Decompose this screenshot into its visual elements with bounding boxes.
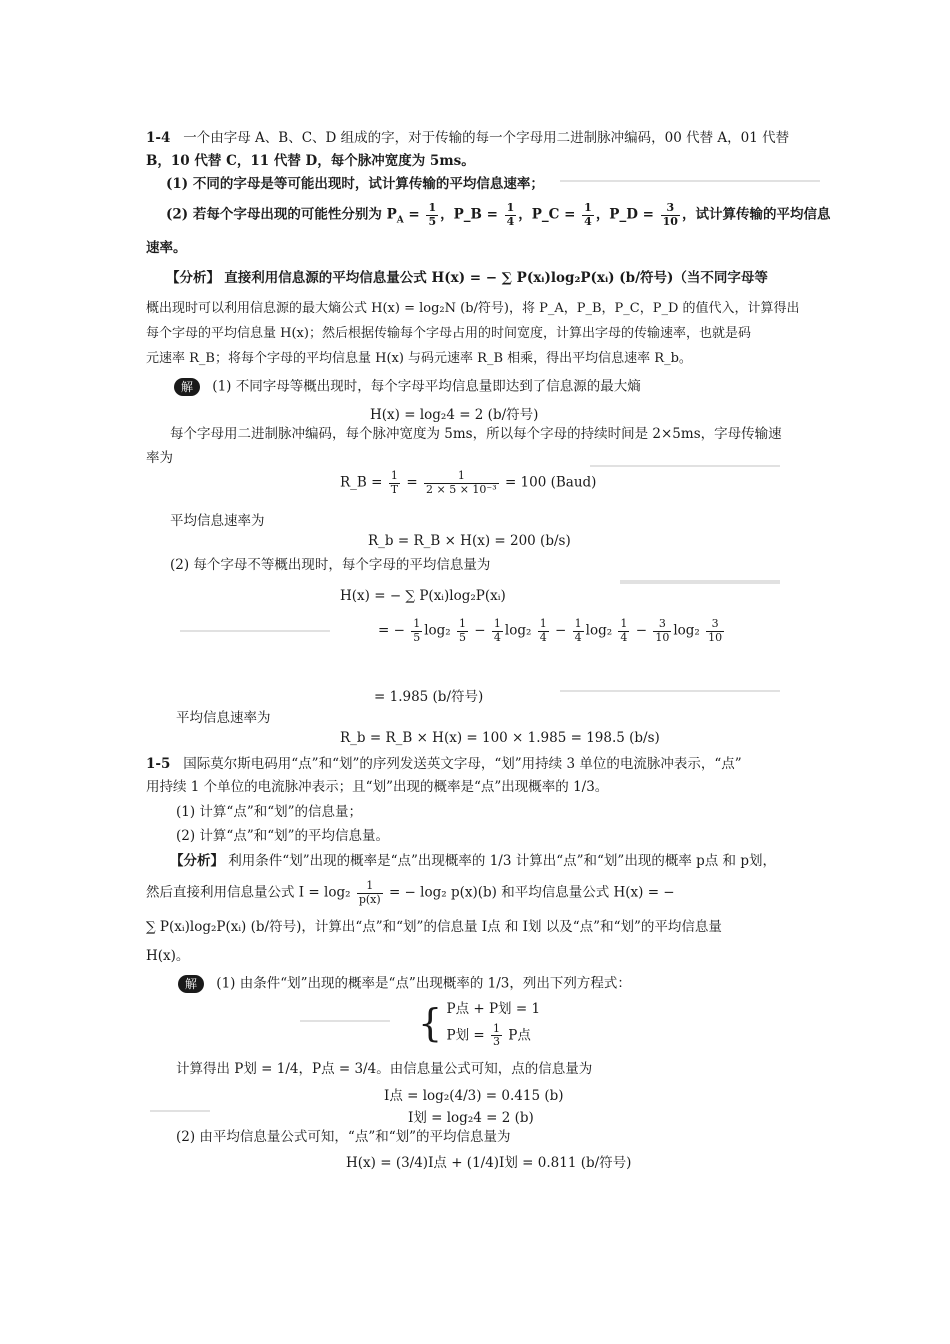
equation-info-dot: I点 = log₂(4/3) = 0.415 (b) bbox=[384, 1088, 564, 1104]
analysis-line-4: 元速率 R_B；将每个字母的平均信息量 H(x) 与码元速率 R_B 相乘，得出平均信息速率 R_b。 bbox=[146, 351, 692, 366]
analysis-line-2: 概出现时可以利用信息源的最大熵公式 H(x) = log₂N (b/符号)，将 P_A，P_B，P_C，P_D 的值代入，计算得出 bbox=[146, 301, 800, 316]
solution-step-2: 计算得出 P划 = 1/4，P点 = 3/4。由信息量公式可知，点的信息量为 bbox=[176, 1061, 593, 1077]
solution-step-1: 解 (1) 由条件“划”出现的概率是“点”出现概率的 1/3，列出下列方程式： bbox=[178, 975, 631, 993]
equation-info-dash: I划 = log₂4 = 2 (b) bbox=[408, 1110, 534, 1126]
question-2-cont: 速率。 bbox=[146, 240, 187, 256]
analysis-line-3: ∑ P(xᵢ)log₂P(xᵢ) (b/符号)，计算出“点”和“划”的信息量 I点 和 I划 以及“点”和“划”的平均信息量 bbox=[146, 919, 722, 935]
scan-noise bbox=[150, 1110, 210, 1112]
question-2: (2) 若每个字母出现的可能性分别为 $P_A$ = $\frac{1}{5}$ ，P_B = $\frac{1}{4}$ ，P_C = $\frac{1}{4}$ ，P_D = $\frac{3}{10}$ ，试计算传输的平均信息 bbox=[166, 201, 831, 228]
scan-noise bbox=[180, 630, 330, 632]
scan-noise bbox=[300, 1020, 390, 1022]
analysis-tag: 【分析】 bbox=[170, 853, 224, 869]
scan-noise bbox=[620, 580, 780, 584]
problem-number: 1-5 bbox=[146, 756, 171, 772]
solution-step-3: (2) 由平均信息量公式可知，“点”和“划”的平均信息量为 bbox=[176, 1129, 511, 1145]
equation-avg-info-result: = 1.985 (b/符号) bbox=[374, 689, 484, 705]
equation-avg-info: H(x) = (3/4)I点 + (1/4)I划 = 0.811 (b/符号) bbox=[346, 1155, 632, 1171]
brace-icon: { bbox=[418, 1000, 443, 1045]
equation-max-entropy: H(x) = log₂4 = 2 (b/符号) bbox=[370, 407, 539, 423]
problem-1-4-line-2: B，10 代替 C，11 代替 D，每个脉冲宽度为 5ms。 bbox=[146, 153, 475, 169]
scan-noise bbox=[590, 465, 780, 467]
analysis-line-1: 【分析】 直接利用信息源的平均信息量公式 H(x) = − ∑ P(xᵢ)log₂P(xᵢ) (b/符号)（当不同字母等 bbox=[166, 270, 768, 286]
scan-noise bbox=[560, 180, 820, 182]
analysis-line-1: 【分析】 利用条件“划”出现的概率是“点”出现概率的 1/3 计算出“点”和“划”出现的概率 p点 和 p划， bbox=[170, 853, 776, 869]
analysis-tag: 【分析】 bbox=[166, 270, 220, 286]
solution-mark-icon: 解 bbox=[178, 975, 204, 993]
equation-info-rate: R_b = R_B × H(x) = 200 (b/s) bbox=[368, 533, 571, 549]
solution-step-3: 平均信息速率为 bbox=[170, 513, 265, 529]
analysis-line-3: 每个字母的平均信息量 H(x)；然后根据传输每个字母占用的时间宽度，计算出字母的传输速率，也就是码 bbox=[146, 326, 751, 341]
problem-number: 1-4 bbox=[146, 130, 171, 146]
problem-1-4-line-1 bbox=[146, 130, 789, 147]
problem-text: 一个由字母 A、B、C、D 组成的字，对于传输的每一个字母用二进制脉冲编码，00 代替 A，01 代替 bbox=[183, 130, 790, 146]
question-1: (1) 计算“点”和“划”的信息量； bbox=[176, 804, 363, 820]
equation-avg-info-expanded: = − $\frac{1}{5}$ log₂ $\frac{1}{5}$ − $\frac{1}{4}$ log₂ $\frac{1}{4}$ − $\frac{1}{4}$ log₂ $\frac{1}{4}$ − $\frac{3}{10}$ log₂ $\frac{3}{10}$ bbox=[378, 617, 723, 644]
solution-step-5: 平均信息速率为 bbox=[176, 710, 271, 726]
equation-system: { P点 + P划 = 1 P划 = $\frac{1}{3}$ P点 bbox=[418, 1000, 541, 1049]
analysis-line-4: H(x)。 bbox=[146, 948, 190, 964]
problem-1-5-line-1: 1-5 国际莫尔斯电码用“点”和“划”的序列发送英文字母，“划”用持续 3 单位的电流脉冲表示，“点” bbox=[146, 756, 742, 772]
equation-baud-rate: R_B = $\frac{1}{T}$ = $\frac{1}{\text{2 × 5 × 10⁻³}}$ = 100 (Baud) bbox=[340, 469, 597, 496]
equation-info-rate-2: R_b = R_B × H(x) = 100 × 1.985 = 198.5 (b/s) bbox=[340, 730, 660, 746]
scan-noise bbox=[560, 690, 780, 692]
solution-mark-icon: 解 bbox=[174, 378, 200, 396]
solution-step-1: 解 (1) 不同字母等概出现时，每个字母平均信息量即达到了信息源的最大熵 bbox=[174, 378, 641, 396]
equation-avg-info: H(x) = − ∑ P(xᵢ)log₂P(xᵢ) bbox=[340, 588, 506, 604]
problem-1-5-line-2: 用持续 1 个单位的电流脉冲表示；且“划”出现的概率是“点”出现概率的 1/3。 bbox=[146, 779, 609, 795]
analysis-line-2: 然后直接利用信息量公式 I = log₂ $\frac{1}{p(x)}$ = − log₂ p(x)(b) 和平均信息量公式 H(x) = − bbox=[146, 879, 675, 906]
solution-step-2: 每个字母用二进制脉冲编码，每个脉冲宽度为 5ms，所以每个字母的持续时间是 2×5ms，字母传输速 bbox=[170, 426, 782, 442]
question-2: (2) 计算“点”和“划”的平均信息量。 bbox=[176, 828, 390, 844]
question-1: (1) 不同的字母是等可能出现时，试计算传输的平均信息速率； bbox=[166, 176, 544, 192]
solution-step-2-cont: 率为 bbox=[146, 450, 173, 466]
solution-step-4: (2) 每个字母不等概出现时，每个字母的平均信息量为 bbox=[170, 557, 491, 573]
